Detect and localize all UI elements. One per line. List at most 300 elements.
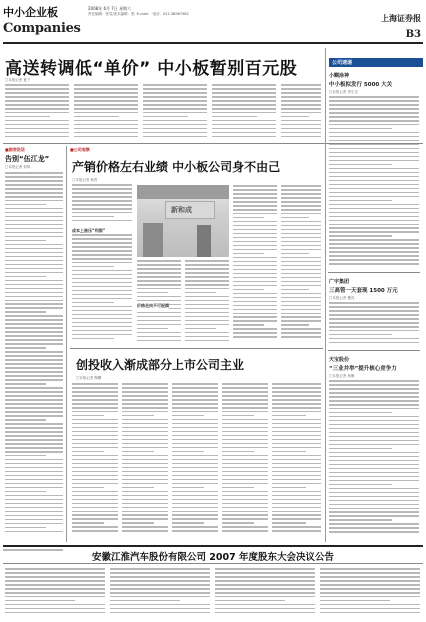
text-line [5,104,69,106]
text-line [281,128,321,130]
text-line [5,572,105,574]
text-line [281,285,321,287]
text-line [281,136,321,138]
text-line [222,522,254,524]
text-line [329,396,419,398]
text-line [5,248,63,250]
text-line [72,395,118,397]
lead-body-col5 [281,84,321,140]
text-line [329,128,392,130]
text-line [74,88,138,90]
text-line [281,273,321,275]
text-line [329,523,419,525]
lead-body-col2 [74,84,138,140]
text-line [329,100,419,102]
text-line [329,148,419,150]
text-line [5,580,105,582]
text-line [329,144,419,146]
text-line [122,395,168,397]
text-line [329,140,419,142]
text-line [329,196,419,198]
text-line [122,459,168,461]
text-line [5,252,63,254]
text-line [329,416,419,418]
text-line [72,338,114,340]
right-item3-byline: □本报记者 杨琳 [329,374,355,378]
text-line [222,479,268,481]
text-line [72,294,132,296]
text-line [185,284,229,286]
text-line [122,443,168,445]
text-line [74,112,138,114]
text-line [5,527,46,529]
text-line [72,459,118,461]
text-line [5,331,63,333]
text-line [272,415,306,417]
text-line [5,491,46,493]
text-line [122,479,168,481]
text-line [329,310,419,312]
text-line [329,488,419,490]
text-line [320,596,420,598]
text-line [320,612,420,614]
text-line [110,572,210,574]
text-line [320,576,420,578]
text-line [222,511,268,513]
right-item1-body [329,96,419,268]
text-line [5,479,63,481]
text-line [72,487,104,489]
text-line [222,419,268,421]
text-line [122,475,168,477]
text-line [5,584,105,586]
text-line [5,435,63,437]
text-line [122,471,168,473]
text-line [5,495,63,497]
text-line [281,316,321,318]
text-line [212,116,257,118]
text-line [172,479,218,481]
text-line [329,220,419,222]
text-line [5,112,69,114]
text-line [137,336,181,338]
text-line [5,419,46,421]
text-line [329,302,419,304]
text-line [72,471,118,473]
text-line [143,92,207,94]
text-line [5,260,63,262]
text-line [5,531,63,533]
text-line [72,234,132,236]
text-line [329,404,419,406]
text-line [281,305,321,307]
text-line [172,427,218,429]
text-line [5,124,69,126]
text-line [222,518,268,520]
text-line [320,592,420,594]
text-line [215,572,315,574]
text-line [329,216,419,218]
text-line [222,395,268,397]
text-line [72,443,118,445]
text-line [143,132,207,134]
text-line [172,407,218,409]
text-line [72,322,132,324]
text-line [222,431,268,433]
text-line [72,282,132,284]
text-line [185,272,229,274]
text-line [185,308,229,310]
text-line [233,221,277,223]
text-line [122,407,168,409]
text-line [281,217,309,219]
text-line [320,568,420,570]
ad-top-rule [3,545,423,547]
text-line [185,340,229,342]
text-line [5,604,105,606]
text-line [222,423,268,425]
text-line [5,92,69,94]
ad-title: 安徽江淮汽车股份有限公司 2007 年度股东大会决议公告 [92,552,335,563]
text-line [215,584,315,586]
text-line [122,435,168,437]
text-line [272,387,321,389]
text-line [72,391,118,393]
text-line [5,284,63,286]
text-line [233,320,277,322]
text-line [329,136,419,138]
text-line [222,503,268,505]
text-line [233,245,277,247]
text-line [5,280,63,282]
text-line [222,491,268,493]
text-line [329,314,419,316]
text-line [329,239,419,241]
text-line [212,84,276,86]
text-line [5,415,63,417]
text-line [122,487,154,489]
text-line [329,519,392,521]
text-line [329,180,419,182]
text-line [329,172,419,174]
text-line [72,314,132,316]
text-line [72,310,132,312]
text-line [329,456,419,458]
text-line [222,455,268,457]
text-line [72,250,132,252]
text-line [233,305,277,307]
text-line [233,313,277,315]
text-line [5,272,63,274]
text-line [72,290,132,292]
text-line [122,499,168,501]
text-line [72,451,104,453]
text-line [222,387,268,389]
text-line [233,241,277,243]
text-line [5,176,63,178]
text-line [329,200,392,202]
text-line [137,316,181,318]
text-line [5,136,69,138]
text-line [272,499,321,501]
text-line [5,276,46,278]
feature-body-col5 [281,185,321,344]
text-line [272,518,321,520]
text-line [72,270,132,272]
text-line [329,263,419,265]
text-line [137,264,181,266]
text-line [5,311,46,313]
text-line [329,424,419,426]
text-line [74,124,138,126]
feature-subhead-1: 成本上涨压“利润” [72,228,106,233]
text-line [172,530,218,532]
text-line [72,411,118,413]
text-line [329,160,419,162]
text-line [5,475,63,477]
text-line [272,435,321,437]
text-line [222,530,268,532]
text-line [329,444,419,446]
photo-figure-left [143,223,163,257]
text-line [320,572,420,574]
text-line [5,204,46,206]
text-line [272,451,306,453]
text-line [172,423,218,425]
text-line [122,411,168,413]
text-line [5,511,63,513]
text-line [185,292,216,294]
text-line [143,136,207,138]
text-line [172,471,218,473]
text-line [5,423,63,425]
masthead-date: 2008年 6月 7日 星期六 [88,6,132,11]
text-line [329,96,419,98]
text-line [122,514,168,516]
text-line [222,514,268,516]
text-line [233,293,277,295]
text-line [222,403,268,405]
text-line [212,136,276,138]
text-line [172,443,218,445]
text-line [329,152,419,154]
right-item1-company: 小糊涂神 [329,73,350,79]
text-line [72,208,132,210]
text-line [233,309,277,311]
text-line [272,487,306,489]
text-line [215,576,315,578]
text-line [72,435,118,437]
text-line [172,455,218,457]
text-line [5,132,69,134]
text-line [329,440,419,442]
text-line [272,411,321,413]
text-line [5,100,69,102]
text-line [233,297,277,299]
text-line [329,168,419,170]
text-line [72,419,118,421]
text-line [233,237,277,239]
text-line [5,180,63,182]
text-line [185,328,216,330]
text-line [5,359,63,361]
text-line [281,245,321,247]
text-line [143,88,207,90]
text-line [281,201,321,203]
text-line [72,439,118,441]
text-line [281,104,321,106]
text-line [5,224,63,226]
text-line [281,289,309,291]
text-line [122,503,168,505]
text-line [5,439,63,441]
text-line [329,342,419,344]
text-line [122,511,168,513]
text-line [172,439,218,441]
text-line [172,522,204,524]
text-line [110,568,210,570]
text-line [329,243,419,245]
text-line [281,221,321,223]
text-line [5,443,63,445]
text-line [143,128,207,130]
text-line [185,260,229,262]
text-line [74,84,138,86]
text-line [329,124,419,126]
text-line [122,491,168,493]
right-rule-2 [328,350,420,351]
text-line [72,526,118,528]
text-line [172,403,218,405]
text-line [320,584,420,586]
text-line [272,511,321,513]
text-line [281,120,321,122]
text-line [222,526,268,528]
text-line [5,363,63,365]
text-line [122,507,168,509]
text-line [172,387,218,389]
text-line [172,435,218,437]
text-line [320,580,420,582]
text-line [212,124,276,126]
text-line [5,355,63,357]
text-line [233,197,277,199]
right-item2-body [329,302,419,346]
text-line [329,330,419,332]
text-line [172,503,218,505]
left-column-divider [66,146,67,542]
text-line [281,328,321,330]
text-line [172,383,218,385]
text-line [329,247,419,249]
text-line [329,428,419,430]
text-line [5,200,63,202]
ad-left-box [3,549,63,555]
text-line [185,332,229,334]
text-line [122,455,168,457]
text-line [137,260,181,262]
text-line [137,296,181,298]
feature-body-col1-top [72,184,132,224]
text-line [72,383,118,385]
text-line [172,518,218,520]
text-line [212,96,276,98]
text-line [212,128,276,130]
text-line [5,196,63,198]
text-line [72,184,132,186]
text-line [137,340,181,342]
text-line [281,249,321,251]
text-line [72,522,104,524]
text-line [185,276,229,278]
right-item3-body [329,380,419,538]
text-line [143,96,207,98]
text-line [72,387,118,389]
text-line [172,499,218,501]
text-line [222,459,268,461]
text-line [215,592,315,594]
text-line [72,511,118,513]
text-line [5,507,63,509]
text-line [185,324,229,326]
text-line [5,351,63,353]
second-body-col2 [122,383,168,537]
text-line [72,306,132,308]
feature-body-col2 [137,260,181,344]
text-line [233,301,277,303]
text-line [137,288,181,290]
text-line [110,584,210,586]
text-line [329,208,419,210]
feature-bottom-rule [70,348,323,349]
text-line [233,285,277,287]
text-line [281,229,321,231]
text-line [5,128,69,130]
text-line [172,395,218,397]
text-line [233,289,264,291]
text-line [143,84,207,86]
text-line [5,96,69,98]
text-line [329,380,419,382]
right-item3-company: 天宝股份 [329,357,350,363]
text-line [222,447,268,449]
text-line [72,431,118,433]
text-line [281,112,321,114]
text-line [329,334,392,336]
text-line [5,296,63,298]
text-line [233,253,264,255]
text-line [233,209,277,211]
text-line [281,213,321,215]
text-line [329,176,419,178]
text-line [329,400,419,402]
text-line [5,395,63,397]
text-line [5,519,63,521]
text-line [5,596,105,598]
text-line [215,596,315,598]
text-line [72,266,114,268]
text-line [110,588,210,590]
text-line [122,495,168,497]
text-line [281,116,309,118]
text-line [74,116,119,118]
ad-title-rule [3,563,423,564]
text-line [281,277,321,279]
text-line [5,335,63,337]
text-line [329,326,419,328]
text-line [329,500,419,502]
text-line [233,316,277,318]
